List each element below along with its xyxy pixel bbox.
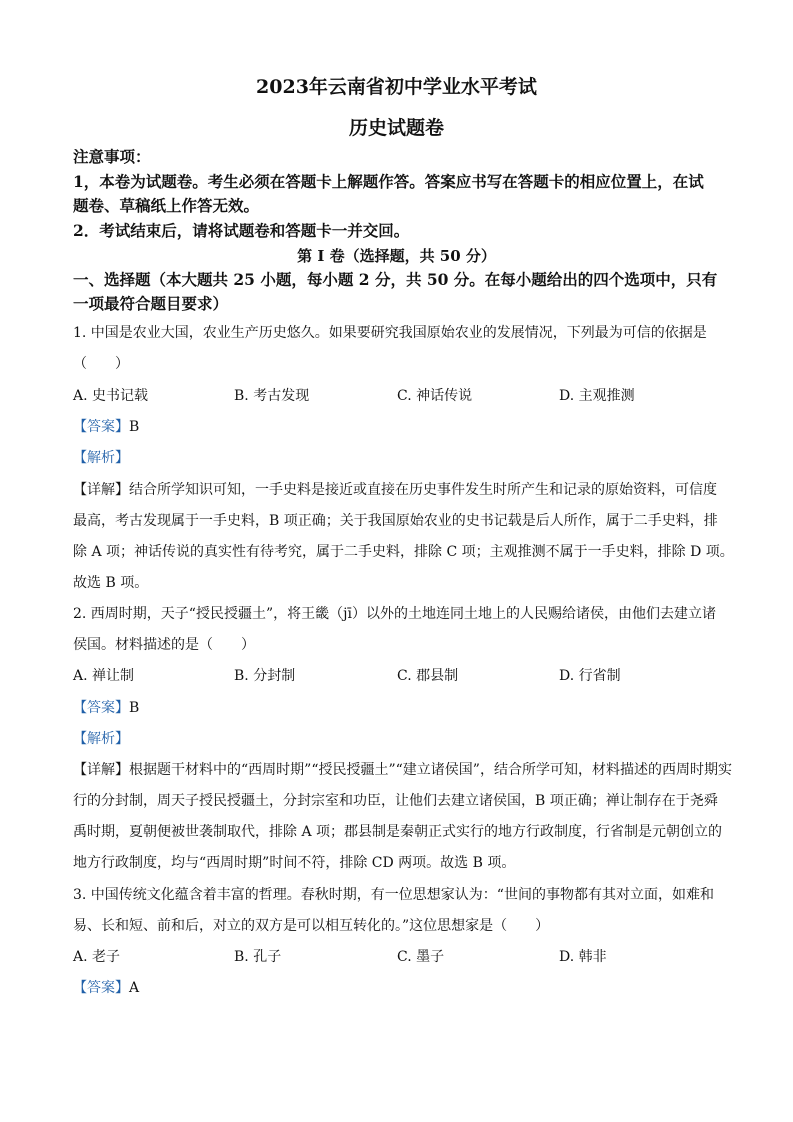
answer-tag: 【答案】 (73, 980, 129, 996)
q1-answer-value: B (129, 419, 140, 435)
q2-stem-line-2: 侯国。材料描述的是（ ） (73, 637, 255, 653)
q1-option-a: A. 史书记载 (73, 388, 149, 404)
q1-option-d: D. 主观推测 (559, 388, 635, 404)
answer-tag: 【答案】 (73, 419, 129, 435)
q2-detail-line-1: 【详解】根据题干材料中的“西周时期”“授民授疆土”“建立诸侯国”，结合所学可知，材料描述的西周时期实 (73, 762, 732, 778)
notice-heading: 注意事项： (73, 147, 151, 166)
detail-tag: 【详解】 (73, 482, 129, 498)
q2-answer-value: B (129, 700, 140, 716)
q3-option-d: D. 韩非 (559, 949, 607, 965)
q1-detail-line-3: 除 A 项；神话传说的真实性有待考究，属于二手史料，排除 C 项；主观推测不属于一手史料，排除 D 项。 (73, 544, 734, 560)
section-title: 第 I 卷（选择题，共 50 分） (297, 247, 496, 265)
part1-instruction-line-2: 一项最符合题目要求） (73, 294, 229, 313)
q3-answer (73, 978, 139, 998)
notice-item-1-line-2: 题卷、草稿纸上作答无效。 (73, 196, 260, 215)
q1-stem-line-2: （ ） (73, 356, 129, 372)
q2-analysis-tag: 【解析】 (73, 731, 129, 747)
q2-option-a: A. 禅让制 (73, 668, 135, 684)
q2-option-d: D. 行省制 (559, 668, 621, 684)
q2-option-c: C. 郡县制 (397, 668, 459, 684)
q3-stem-line-2: 易、长和短、前和后，对立的双方是可以相互转化的。”这位思想家是（ ） (73, 918, 550, 934)
q3-option-b: B. 孔子 (234, 949, 282, 965)
q3-option-c: C. 墨子 (397, 949, 445, 965)
q2-answer (73, 698, 139, 718)
q1-detail-line-4: 故选 B 项。 (73, 575, 149, 591)
q1-detail-line-1: 【详解】结合所学知识可知，一手史料是接近或直接在历史事件发生时所产生和记录的原始资料，可信度 (73, 482, 717, 498)
q1-detail-line-2: 最高，考古发现属于一手史料，B 项正确；关于我国原始农业的史书记载是后人所作，属于二手史料，排 (73, 513, 718, 529)
q1-analysis-tag: 【解析】 (73, 450, 129, 466)
part1-instruction-line-1: 一、选择题（本大题共 25 小题，每小题 2 分，共 50 分。在每小题给出的四个选项中，只有 (73, 270, 718, 289)
exam-subtitle: 历史试题卷 (348, 117, 444, 139)
q1-answer (73, 417, 139, 437)
exam-title: 2023年云南省初中学业水平考试 (256, 76, 537, 98)
q2-detail-line-4: 地方行政制度，均与“西周时期”时间不符，排除 CD 两项。故选 B 项。 (73, 855, 516, 871)
notice-item-2: 2．考试结束后，请将试题卷和答题卡一并交回。 (73, 221, 410, 240)
q3-stem-line-1: 3. 中国传统文化蕴含着丰富的哲理。春秋时期，有一位思想家认为：“世间的事物都有其对立面，如难和 (73, 887, 714, 903)
q2-option-b: B. 分封制 (234, 668, 296, 684)
q2-detail-line-2: 行的分封制，周天子授民授疆土，分封宗室和功臣，让他们去建立诸侯国，B 项正确；禅让制存在于尧舜 (73, 793, 718, 809)
detail-tag: 【详解】 (73, 762, 129, 778)
q2-stem-line-1: 2. 西周时期，天子“授民授疆土”，将王畿（jī）以外的土地连同土地上的人民赐给诸侯，由他们去建立诸 (73, 606, 716, 622)
q1-option-b: B. 考古发现 (234, 388, 310, 404)
notice-item-1-line-1: 1，本卷为试题卷。考生必须在答题卡上解题作答。答案应书写在答题卡的相应位置上，在试 (73, 172, 704, 191)
q2-detail-line-3: 禹时期，夏朝便被世袭制取代，排除 A 项；郡县制是秦朝正式实行的地方行政制度，行省制是元朝创立的 (73, 824, 723, 840)
q3-answer-value: A (129, 980, 140, 996)
answer-tag: 【答案】 (73, 700, 129, 716)
q3-option-a: A. 老子 (73, 949, 121, 965)
q1-stem-line-1: 1. 中国是农业大国，农业生产历史悠久。如果要研究我国原始农业的发展情况，下列最为可信的依据是 (73, 325, 707, 341)
q1-option-c: C. 神话传说 (397, 388, 473, 404)
